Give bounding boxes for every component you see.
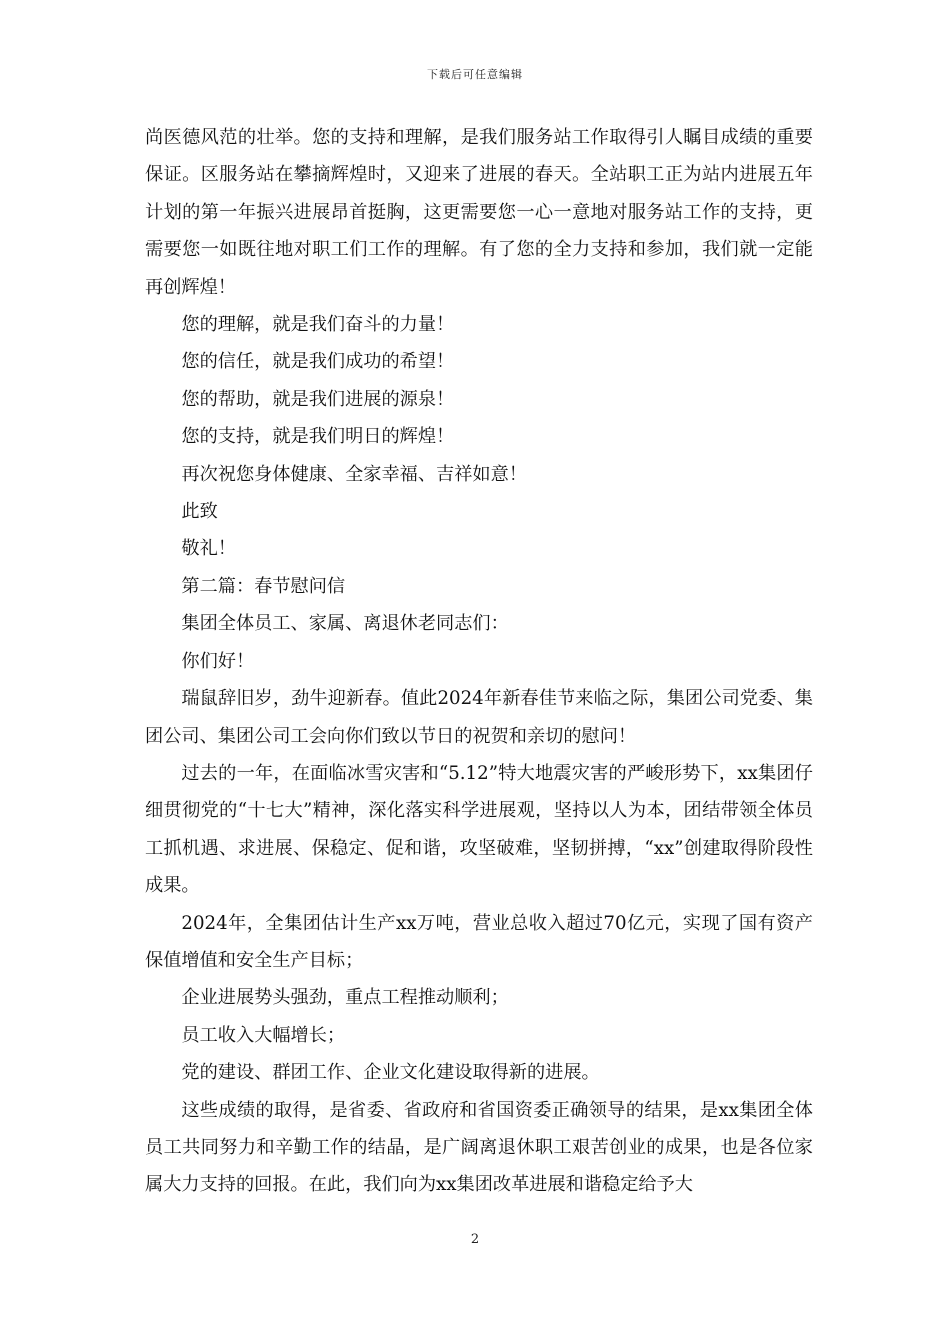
document-body	[145, 119, 813, 1204]
section-title: 第二篇：春节慰问信	[181, 575, 346, 597]
paragraph: 企业进展势头强劲，重点工程推动顺利；	[181, 987, 509, 1009]
paragraph: 您的信任，就是我们成功的希望！	[181, 351, 455, 373]
paragraph: 瑞鼠辞旧岁，劲牛迎新春。值此2024年新春佳节来临之际，集团公司党委、集团公司、集团公司工会向你们致以节日的祝贺和亲切的慰问！	[145, 688, 813, 747]
paragraph: 过去的一年，在面临冰雪灾害和“5.12”特大地震灾害的严峻形势下，xx集团仔细贯彻党的“十七大”精神，深化落实科学进展观，坚持以人为本，团结带领全体员工抓机遇、求进展、保稳定、促和谐，攻坚破难，坚韧拼搏，“xx”创建取得阶段性成果。	[145, 762, 813, 897]
letter-greeting: 你们好！	[181, 650, 255, 672]
paragraph: 这些成绩的取得，是省委、省政府和省国资委正确领导的结果，是xx集团全体员工共同努力和辛勤工作的结晶，是广阔离退休职工艰苦创业的成果，也是各位家属大力支持的回报。在此，我们向为xx集团改革进展和谐稳定给予大	[145, 1099, 813, 1196]
page-header: 下载后可任意编辑	[427, 68, 523, 81]
paragraph: 2024年，全集团估计生产xx万吨，营业总收入超过70亿元，实现了国有资产保值增值和安全生产目标；	[145, 912, 813, 971]
closing-salutation: 此致	[181, 501, 218, 523]
paragraph: 党的建设、群团工作、企业文化建设取得新的进展。	[181, 1062, 600, 1084]
closing-regards: 敬礼！	[181, 538, 236, 560]
paragraph: 您的支持，就是我们明日的辉煌！	[181, 426, 455, 448]
paragraph: 尚医德风范的壮举。您的支持和理解，是我们服务站工作取得引人瞩目成绩的重要保证。区服务站在攀摘辉煌时，又迎来了进展的春天。全站职工正为站内进展五年计划的第一年振兴进展昂首挺胸，这更需要您一心一意地对服务站工作的支持，更需要您一如既往地对职工们工作的理解。有了您的全力支持和参加，我们就一定能再创辉煌！	[145, 127, 813, 298]
letter-addressee: 集团全体员工、家属、离退休老同志们：	[181, 613, 509, 635]
paragraph: 员工收入大幅增长；	[181, 1024, 346, 1046]
paragraph: 您的理解，就是我们奋斗的力量！	[181, 314, 455, 336]
paragraph: 再次祝您身体健康、全家幸福、吉祥如意！	[181, 463, 527, 485]
page-number: 2	[470, 1232, 480, 1247]
paragraph: 您的帮助，就是我们进展的源泉！	[181, 388, 455, 410]
